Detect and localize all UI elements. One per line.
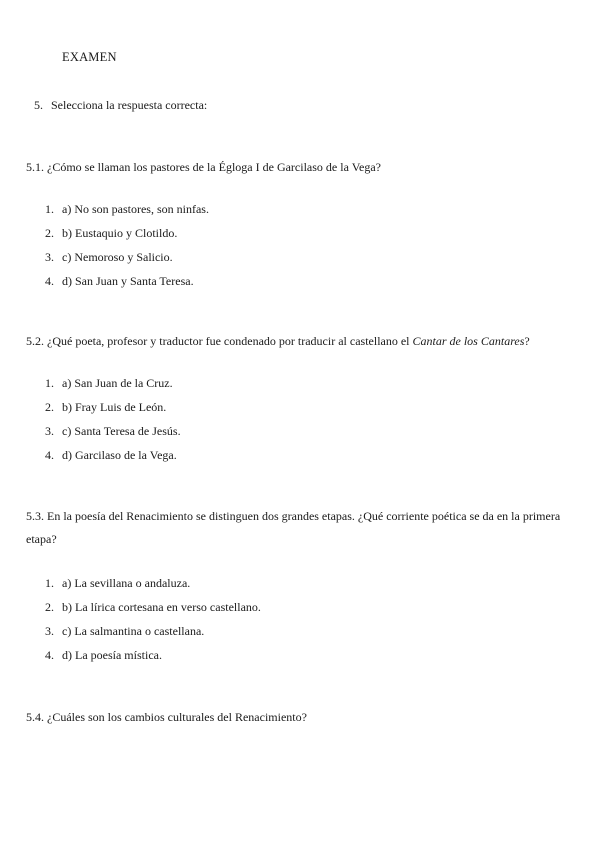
instruction-text: Selecciona la respuesta correcta: — [51, 98, 208, 112]
option-text: b) Eustaquio y Clotildo. — [62, 226, 178, 240]
instruction — [26, 98, 207, 113]
question-5-4 — [26, 710, 307, 725]
option-text: a) San Juan de la Cruz. — [62, 376, 173, 390]
question-text-italic: Cantar de los Cantares — [412, 334, 525, 348]
option-item — [40, 225, 209, 249]
question-number: 5.3. — [26, 509, 44, 523]
option-text: a) La sevillana o andaluza. — [62, 576, 191, 590]
options-5-3 — [40, 575, 261, 671]
option-text: c) Nemoroso y Salicio. — [62, 250, 173, 264]
option-item — [40, 623, 261, 647]
option-number: 3. — [45, 624, 54, 638]
option-number: 4. — [45, 648, 54, 662]
option-item — [40, 423, 181, 447]
option-item — [40, 447, 181, 471]
option-item — [40, 575, 261, 599]
option-item — [40, 599, 261, 623]
option-text: b) La lírica cortesana en verso castellano. — [62, 600, 261, 614]
question-text: ¿Cómo se llaman los pastores de la Égloga I de Garcilaso de la Vega? — [47, 160, 382, 174]
question-number: 5.4. — [26, 710, 44, 724]
option-number: 1. — [45, 202, 54, 216]
option-text: c) Santa Teresa de Jesús. — [62, 424, 181, 438]
option-text: d) La poesía mística. — [62, 648, 162, 662]
option-number: 1. — [45, 576, 54, 590]
question-number: 5.1. — [26, 160, 44, 174]
question-5-3 — [26, 505, 578, 551]
options-5-2 — [40, 375, 181, 471]
question-text: En la poesía del Renacimiento se distinguen dos grandes etapas. ¿Qué corriente poética se da en la primera etapa? — [26, 509, 561, 546]
option-text: c) La salmantina o castellana. — [62, 624, 205, 638]
option-number: 2. — [45, 400, 54, 414]
option-number: 3. — [45, 250, 54, 264]
option-number: 4. — [45, 448, 54, 462]
option-number: 4. — [45, 274, 54, 288]
option-text: a) No son pastores, son ninfas. — [62, 202, 209, 216]
question-text: ¿Cuáles son los cambios culturales del Renacimiento? — [47, 710, 307, 724]
question-text: ¿Qué poeta, profesor y traductor fue condenado por traducir al castellano el — [47, 334, 413, 348]
option-number: 1. — [45, 376, 54, 390]
question-5-1 — [26, 160, 381, 175]
instruction-number: 5. — [34, 98, 43, 112]
option-text: d) San Juan y Santa Teresa. — [62, 274, 194, 288]
option-item — [40, 647, 261, 671]
question-number: 5.2. — [26, 334, 44, 348]
question-text-end: ? — [524, 334, 530, 348]
option-item — [40, 399, 181, 423]
option-number: 2. — [45, 600, 54, 614]
exam-title: EXAMEN — [62, 50, 117, 64]
option-text: b) Fray Luis de León. — [62, 400, 167, 414]
option-number: 2. — [45, 226, 54, 240]
option-item — [40, 273, 209, 297]
option-text: d) Garcilaso de la Vega. — [62, 448, 177, 462]
option-number: 3. — [45, 424, 54, 438]
option-item — [40, 249, 209, 273]
question-5-2 — [26, 334, 530, 349]
option-item — [40, 201, 209, 225]
option-item — [40, 375, 181, 399]
options-5-1 — [40, 201, 209, 297]
